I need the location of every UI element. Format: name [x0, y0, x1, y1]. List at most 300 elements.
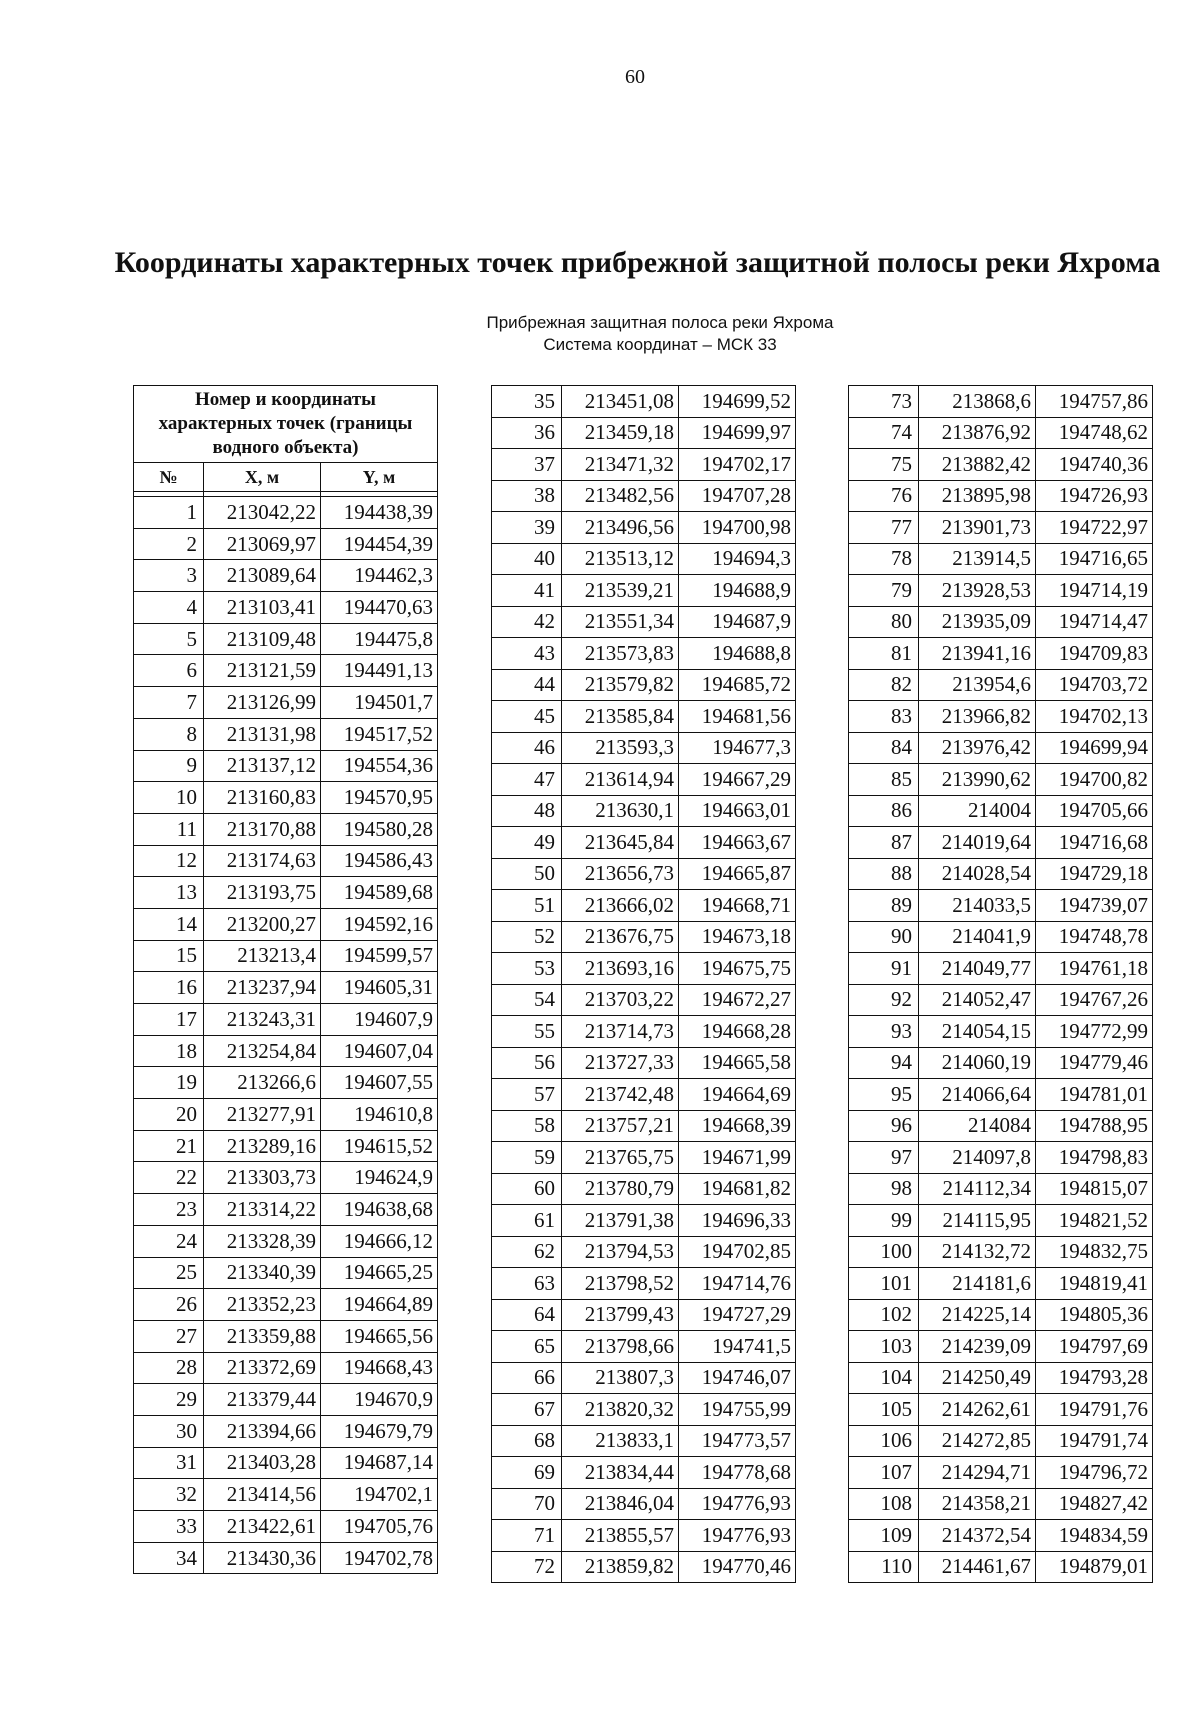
y-coordinate: 194746,07: [679, 1362, 796, 1394]
x-coordinate: 213243,31: [204, 1004, 321, 1036]
x-coordinate: 213765,75: [562, 1142, 679, 1174]
y-coordinate: 194665,56: [321, 1320, 438, 1352]
x-coordinate: 213757,21: [562, 1110, 679, 1142]
point-number: 100: [849, 1236, 919, 1268]
table-row: [492, 1299, 796, 1331]
y-coordinate: 194688,8: [679, 638, 796, 670]
point-number: 4: [134, 592, 204, 624]
point-number: 23: [134, 1194, 204, 1226]
table-row: [849, 984, 1153, 1016]
table-row: [849, 1047, 1153, 1079]
table-row: [134, 1194, 438, 1226]
x-coordinate: 214115,95: [919, 1205, 1036, 1237]
table-row: [849, 543, 1153, 575]
point-number: 80: [849, 606, 919, 638]
x-coordinate: 213593,3: [562, 732, 679, 764]
table-row: [492, 1047, 796, 1079]
point-number: 55: [492, 1016, 562, 1048]
point-number: 71: [492, 1520, 562, 1552]
x-coordinate: 213834,44: [562, 1457, 679, 1489]
table-row: [134, 497, 438, 529]
x-coordinate: 213954,6: [919, 669, 1036, 701]
table-row: [849, 1016, 1153, 1048]
y-coordinate: 194797,69: [1036, 1331, 1153, 1363]
x-coordinate: 214004: [919, 795, 1036, 827]
y-coordinate: 194761,18: [1036, 953, 1153, 985]
point-number: 90: [849, 921, 919, 953]
table-row: [492, 732, 796, 764]
table-row: [849, 449, 1153, 481]
table-row: [492, 1331, 796, 1363]
point-number: 57: [492, 1079, 562, 1111]
y-coordinate: 194671,99: [679, 1142, 796, 1174]
point-number: 74: [849, 417, 919, 449]
point-number: 34: [134, 1542, 204, 1574]
point-number: 56: [492, 1047, 562, 1079]
point-number: 76: [849, 480, 919, 512]
x-coordinate: 213727,33: [562, 1047, 679, 1079]
table-caption: Номер и координаты характерных точек (границы водного объекта): [134, 386, 438, 463]
y-coordinate: 194772,99: [1036, 1016, 1153, 1048]
point-number: 98: [849, 1173, 919, 1205]
x-coordinate: 214272,85: [919, 1425, 1036, 1457]
point-number: 14: [134, 908, 204, 940]
table-row: [849, 953, 1153, 985]
table-row: [849, 1142, 1153, 1174]
table-row: [134, 1099, 438, 1131]
y-coordinate: 194707,28: [679, 480, 796, 512]
y-coordinate: 194778,68: [679, 1457, 796, 1489]
point-number: 73: [849, 386, 919, 418]
x-coordinate: 213901,73: [919, 512, 1036, 544]
point-number: 99: [849, 1205, 919, 1237]
y-coordinate: 194714,76: [679, 1268, 796, 1300]
y-coordinate: 194798,83: [1036, 1142, 1153, 1174]
x-coordinate: 213928,53: [919, 575, 1036, 607]
point-number: 104: [849, 1362, 919, 1394]
x-coordinate: 213630,1: [562, 795, 679, 827]
y-coordinate: 194781,01: [1036, 1079, 1153, 1111]
y-coordinate: 194668,43: [321, 1352, 438, 1384]
y-coordinate: 194668,71: [679, 890, 796, 922]
point-number: 83: [849, 701, 919, 733]
x-coordinate: 213666,02: [562, 890, 679, 922]
point-number: 61: [492, 1205, 562, 1237]
x-coordinate: 213579,82: [562, 669, 679, 701]
y-coordinate: 194832,75: [1036, 1236, 1153, 1268]
y-coordinate: 194716,65: [1036, 543, 1153, 575]
point-number: 16: [134, 972, 204, 1004]
point-number: 33: [134, 1511, 204, 1543]
x-coordinate: 213935,09: [919, 606, 1036, 638]
table-row: [492, 1425, 796, 1457]
y-coordinate: 194702,17: [679, 449, 796, 481]
table-row: [849, 1520, 1153, 1552]
x-coordinate: 214132,72: [919, 1236, 1036, 1268]
subtitle: [380, 312, 940, 356]
y-coordinate: 194687,9: [679, 606, 796, 638]
table-row: [492, 1173, 796, 1205]
y-coordinate: 194740,36: [1036, 449, 1153, 481]
y-coordinate: 194757,86: [1036, 386, 1153, 418]
y-coordinate: 194610,8: [321, 1099, 438, 1131]
table-row: [849, 921, 1153, 953]
x-coordinate: 213372,69: [204, 1352, 321, 1384]
y-coordinate: 194672,27: [679, 984, 796, 1016]
table-row: [492, 449, 796, 481]
point-number: 102: [849, 1299, 919, 1331]
y-coordinate: 194879,01: [1036, 1551, 1153, 1583]
y-coordinate: 194663,01: [679, 795, 796, 827]
coordinates-table-3: [848, 385, 1153, 1583]
point-number: 31: [134, 1447, 204, 1479]
table-row: [492, 1488, 796, 1520]
table-row: [134, 1162, 438, 1194]
table-row: [134, 1130, 438, 1162]
x-coordinate: 213137,12: [204, 750, 321, 782]
y-coordinate: 194665,25: [321, 1257, 438, 1289]
table-row: [134, 528, 438, 560]
x-coordinate: 213976,42: [919, 732, 1036, 764]
x-coordinate: 213213,4: [204, 940, 321, 972]
table-row: [492, 1110, 796, 1142]
y-coordinate: 194685,72: [679, 669, 796, 701]
point-number: 93: [849, 1016, 919, 1048]
x-coordinate: 214112,34: [919, 1173, 1036, 1205]
y-coordinate: 194705,66: [1036, 795, 1153, 827]
y-coordinate: 194821,52: [1036, 1205, 1153, 1237]
y-coordinate: 194462,3: [321, 560, 438, 592]
table-row: [134, 877, 438, 909]
x-coordinate: 213451,08: [562, 386, 679, 418]
x-coordinate: 214052,47: [919, 984, 1036, 1016]
table-row: [492, 1205, 796, 1237]
table-row: [849, 795, 1153, 827]
table-row: [492, 417, 796, 449]
point-number: 78: [849, 543, 919, 575]
y-coordinate: 194677,3: [679, 732, 796, 764]
point-number: 110: [849, 1551, 919, 1583]
y-coordinate: 194592,16: [321, 908, 438, 940]
x-coordinate: 214028,54: [919, 858, 1036, 890]
x-coordinate: 213254,84: [204, 1035, 321, 1067]
x-coordinate: 213328,39: [204, 1225, 321, 1257]
y-coordinate: 194714,19: [1036, 575, 1153, 607]
y-coordinate: 194791,76: [1036, 1394, 1153, 1426]
x-coordinate: 214225,14: [919, 1299, 1036, 1331]
x-coordinate: 213676,75: [562, 921, 679, 953]
y-coordinate: 194805,36: [1036, 1299, 1153, 1331]
table-row: [492, 701, 796, 733]
y-coordinate: 194699,52: [679, 386, 796, 418]
y-coordinate: 194668,39: [679, 1110, 796, 1142]
x-coordinate: 213314,22: [204, 1194, 321, 1226]
x-coordinate: 213277,91: [204, 1099, 321, 1131]
point-number: 44: [492, 669, 562, 701]
point-number: 22: [134, 1162, 204, 1194]
table-row: [849, 1488, 1153, 1520]
table-row: [134, 623, 438, 655]
table-row: [134, 592, 438, 624]
x-coordinate: 213303,73: [204, 1162, 321, 1194]
table-row: [849, 575, 1153, 607]
x-coordinate: 213914,5: [919, 543, 1036, 575]
y-coordinate: 194670,9: [321, 1384, 438, 1416]
x-coordinate: 213539,21: [562, 575, 679, 607]
x-coordinate: 213693,16: [562, 953, 679, 985]
table-row: [849, 417, 1153, 449]
table-row: [849, 386, 1153, 418]
table-row: [134, 1225, 438, 1257]
y-coordinate: 194702,13: [1036, 701, 1153, 733]
y-coordinate: 194470,63: [321, 592, 438, 624]
point-number: 37: [492, 449, 562, 481]
x-coordinate: 213131,98: [204, 718, 321, 750]
table-row: [492, 1362, 796, 1394]
point-number: 82: [849, 669, 919, 701]
table-row: [849, 1331, 1153, 1363]
y-coordinate: 194673,18: [679, 921, 796, 953]
point-number: 13: [134, 877, 204, 909]
point-number: 54: [492, 984, 562, 1016]
x-coordinate: 213799,43: [562, 1299, 679, 1331]
y-coordinate: 194681,56: [679, 701, 796, 733]
table-row: [849, 1173, 1153, 1205]
point-number: 103: [849, 1331, 919, 1363]
y-coordinate: 194767,26: [1036, 984, 1153, 1016]
y-coordinate: 194741,5: [679, 1331, 796, 1363]
point-number: 36: [492, 417, 562, 449]
point-number: 6: [134, 655, 204, 687]
y-coordinate: 194665,87: [679, 858, 796, 890]
point-number: 94: [849, 1047, 919, 1079]
point-number: 65: [492, 1331, 562, 1363]
y-coordinate: 194727,29: [679, 1299, 796, 1331]
y-coordinate: 194638,68: [321, 1194, 438, 1226]
table-row: [849, 1425, 1153, 1457]
x-coordinate: 213289,16: [204, 1130, 321, 1162]
y-coordinate: 194586,43: [321, 845, 438, 877]
y-coordinate: 194501,7: [321, 687, 438, 719]
y-coordinate: 194475,8: [321, 623, 438, 655]
y-coordinate: 194664,69: [679, 1079, 796, 1111]
x-coordinate: 213359,88: [204, 1320, 321, 1352]
x-coordinate: 213174,63: [204, 845, 321, 877]
x-coordinate: 213990,62: [919, 764, 1036, 796]
table-row: [134, 940, 438, 972]
x-coordinate: 213742,48: [562, 1079, 679, 1111]
table-row: [849, 1457, 1153, 1489]
table-row: [492, 1394, 796, 1426]
x-coordinate: 213966,82: [919, 701, 1036, 733]
table-row: [849, 858, 1153, 890]
y-coordinate: 194580,28: [321, 813, 438, 845]
table-row: [134, 845, 438, 877]
point-number: 32: [134, 1479, 204, 1511]
x-coordinate: 213714,73: [562, 1016, 679, 1048]
table-row: [492, 1079, 796, 1111]
point-number: 85: [849, 764, 919, 796]
x-coordinate: 214358,21: [919, 1488, 1036, 1520]
point-number: 60: [492, 1173, 562, 1205]
x-coordinate: 214041,9: [919, 921, 1036, 953]
point-number: 101: [849, 1268, 919, 1300]
y-coordinate: 194776,93: [679, 1488, 796, 1520]
point-number: 5: [134, 623, 204, 655]
point-number: 84: [849, 732, 919, 764]
point-number: 48: [492, 795, 562, 827]
y-coordinate: 194438,39: [321, 497, 438, 529]
point-number: 91: [849, 953, 919, 985]
table-row: [849, 1362, 1153, 1394]
table-row: [134, 687, 438, 719]
table-row: [134, 1352, 438, 1384]
x-coordinate: 213859,82: [562, 1551, 679, 1583]
table-row: [849, 1205, 1153, 1237]
table-row: [849, 669, 1153, 701]
table-row: [134, 1289, 438, 1321]
coordinates-table-2: [491, 385, 796, 1583]
y-coordinate: 194517,52: [321, 718, 438, 750]
point-number: 38: [492, 480, 562, 512]
point-number: 27: [134, 1320, 204, 1352]
x-coordinate: 213855,57: [562, 1520, 679, 1552]
point-number: 2: [134, 528, 204, 560]
point-number: 50: [492, 858, 562, 890]
point-number: 24: [134, 1225, 204, 1257]
point-number: 77: [849, 512, 919, 544]
y-coordinate: 194688,9: [679, 575, 796, 607]
x-coordinate: 213266,6: [204, 1067, 321, 1099]
table-row: [134, 1415, 438, 1447]
x-coordinate: 213160,83: [204, 782, 321, 814]
x-coordinate: 214066,64: [919, 1079, 1036, 1111]
x-coordinate: 213126,99: [204, 687, 321, 719]
page-number: 60: [625, 66, 645, 88]
x-coordinate: 213121,59: [204, 655, 321, 687]
point-number: 17: [134, 1004, 204, 1036]
y-coordinate: 194666,12: [321, 1225, 438, 1257]
table-row: [849, 890, 1153, 922]
point-number: 88: [849, 858, 919, 890]
y-coordinate: 194722,97: [1036, 512, 1153, 544]
point-number: 21: [134, 1130, 204, 1162]
point-number: 25: [134, 1257, 204, 1289]
point-number: 72: [492, 1551, 562, 1583]
y-coordinate: 194739,07: [1036, 890, 1153, 922]
x-coordinate: 213496,56: [562, 512, 679, 544]
y-coordinate: 194615,52: [321, 1130, 438, 1162]
y-coordinate: 194663,67: [679, 827, 796, 859]
table-row: [849, 512, 1153, 544]
point-number: 46: [492, 732, 562, 764]
column-header-number: №: [134, 463, 204, 492]
x-coordinate: 213042,22: [204, 497, 321, 529]
x-coordinate: 213876,92: [919, 417, 1036, 449]
point-number: 69: [492, 1457, 562, 1489]
x-coordinate: 213103,41: [204, 592, 321, 624]
point-number: 45: [492, 701, 562, 733]
y-coordinate: 194624,9: [321, 1162, 438, 1194]
table-row: [492, 575, 796, 607]
point-number: 108: [849, 1488, 919, 1520]
table-row: [134, 1447, 438, 1479]
point-number: 59: [492, 1142, 562, 1174]
point-number: 43: [492, 638, 562, 670]
point-number: 3: [134, 560, 204, 592]
y-coordinate: 194748,78: [1036, 921, 1153, 953]
y-coordinate: 194770,46: [679, 1551, 796, 1583]
x-coordinate: 214461,67: [919, 1551, 1036, 1583]
y-coordinate: 194791,74: [1036, 1425, 1153, 1457]
x-coordinate: 213798,66: [562, 1331, 679, 1363]
table-row: [849, 606, 1153, 638]
y-coordinate: 194700,82: [1036, 764, 1153, 796]
x-coordinate: 213614,94: [562, 764, 679, 796]
x-coordinate: 213780,79: [562, 1173, 679, 1205]
x-coordinate: 213820,32: [562, 1394, 679, 1426]
y-coordinate: 194702,78: [321, 1542, 438, 1574]
table-row: [134, 1257, 438, 1289]
y-coordinate: 194726,93: [1036, 480, 1153, 512]
x-coordinate: 214262,61: [919, 1394, 1036, 1426]
point-number: 52: [492, 921, 562, 953]
table-row: [492, 512, 796, 544]
point-number: 30: [134, 1415, 204, 1447]
table-row: [849, 1236, 1153, 1268]
x-coordinate: 213379,44: [204, 1384, 321, 1416]
y-coordinate: 194664,89: [321, 1289, 438, 1321]
point-number: 12: [134, 845, 204, 877]
x-coordinate: 213414,56: [204, 1479, 321, 1511]
subtitle-coordinate-system: Система координат – МСК 33: [543, 335, 777, 354]
table-row: [134, 718, 438, 750]
point-number: 107: [849, 1457, 919, 1489]
x-coordinate: 213200,27: [204, 908, 321, 940]
x-coordinate: 214239,09: [919, 1331, 1036, 1363]
x-coordinate: 213895,98: [919, 480, 1036, 512]
x-coordinate: 213585,84: [562, 701, 679, 733]
table-row: [492, 764, 796, 796]
column-header-x: X, м: [204, 463, 321, 492]
point-number: 51: [492, 890, 562, 922]
table-row: [134, 1067, 438, 1099]
table-row: [134, 972, 438, 1004]
x-coordinate: 213868,6: [919, 386, 1036, 418]
x-coordinate: 213109,48: [204, 623, 321, 655]
y-coordinate: 194668,28: [679, 1016, 796, 1048]
point-number: 87: [849, 827, 919, 859]
table-row: [849, 701, 1153, 733]
y-coordinate: 194776,93: [679, 1520, 796, 1552]
x-coordinate: 213069,97: [204, 528, 321, 560]
table-row: [492, 1520, 796, 1552]
table-row: [134, 1035, 438, 1067]
y-coordinate: 194709,83: [1036, 638, 1153, 670]
x-coordinate: 213394,66: [204, 1415, 321, 1447]
y-coordinate: 194665,58: [679, 1047, 796, 1079]
x-coordinate: 214250,49: [919, 1362, 1036, 1394]
point-number: 68: [492, 1425, 562, 1457]
y-coordinate: 194815,07: [1036, 1173, 1153, 1205]
y-coordinate: 194702,1: [321, 1479, 438, 1511]
point-number: 66: [492, 1362, 562, 1394]
point-number: 18: [134, 1035, 204, 1067]
x-coordinate: 213656,73: [562, 858, 679, 890]
x-coordinate: 214033,5: [919, 890, 1036, 922]
point-number: 7: [134, 687, 204, 719]
x-coordinate: 213551,34: [562, 606, 679, 638]
